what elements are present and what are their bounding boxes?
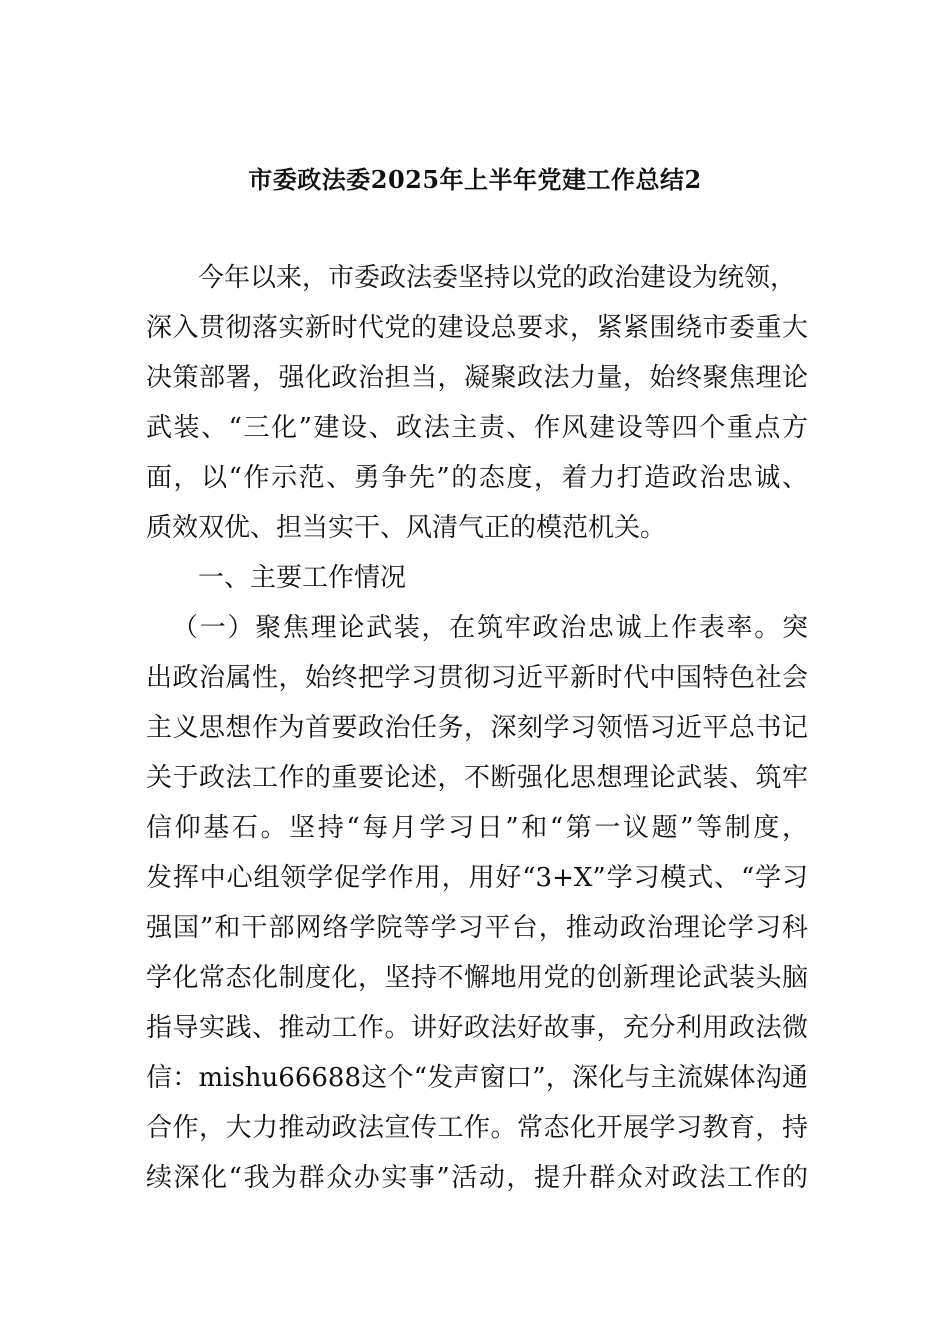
- paragraph-line: 强国”和干部网络学院等学习平台，推动政治理论学习科: [146, 913, 808, 943]
- paragraph-line: 信：mishu66688这个“发声窗口”，深化与主流媒体沟通: [146, 1063, 808, 1093]
- paragraph-line: 关于政法工作的重要论述，不断强化思想理论武装、筑牢: [146, 763, 808, 793]
- paragraph-line: 指导实践、推动工作。讲好政法好故事，充分利用政法微: [146, 1013, 808, 1043]
- paragraph-line: 续深化“我为群众办实事”活动，提升群众对政法工作的: [146, 1163, 808, 1193]
- section-heading: 一、主要工作情况: [198, 563, 407, 593]
- paragraph-line: 出政治属性，始终把学习贯彻习近平新时代中国特色社会: [146, 663, 808, 693]
- paragraph-line: 合作，大力推动政法宣传工作。常态化开展学习教育，持: [146, 1113, 808, 1143]
- paragraph-line: 面，以“作示范、勇争先”的态度，着力打造政治忠诚、: [146, 463, 808, 493]
- paragraph-line: 武装、“三化”建设、政法主责、作风建设等四个重点方: [146, 413, 808, 443]
- paragraph-line: 决策部署，强化政治担当，凝聚政法力量，始终聚焦理论: [146, 363, 808, 393]
- paragraph-line: 发挥中心组领学促学作用，用好“3+X”学习模式、“学习: [146, 863, 808, 893]
- paragraph-line: 主义思想作为首要政治任务，深刻学习领悟习近平总书记: [146, 713, 808, 743]
- paragraph-line: 深入贯彻落实新时代党的建设总要求，紧紧围绕市委重大: [146, 313, 808, 343]
- paragraph-line: 今年以来，市委政法委坚持以党的政治建设为统领，: [198, 263, 797, 293]
- paragraph-line: （一）聚焦理论武装，在筑牢政治忠诚上作表率。突: [172, 613, 808, 643]
- paragraph-line: 信仰基石。坚持“每月学习日”和“第一议题”等制度，: [146, 813, 808, 843]
- paragraph-line: 质效双优、担当实干、风清气正的模范机关。: [146, 513, 667, 543]
- paragraph-line: 学化常态化制度化，坚持不懈地用党的创新理论武装头脑: [146, 963, 808, 993]
- document-title: 市委政法委2025年上半年党建工作总结2: [248, 165, 702, 194]
